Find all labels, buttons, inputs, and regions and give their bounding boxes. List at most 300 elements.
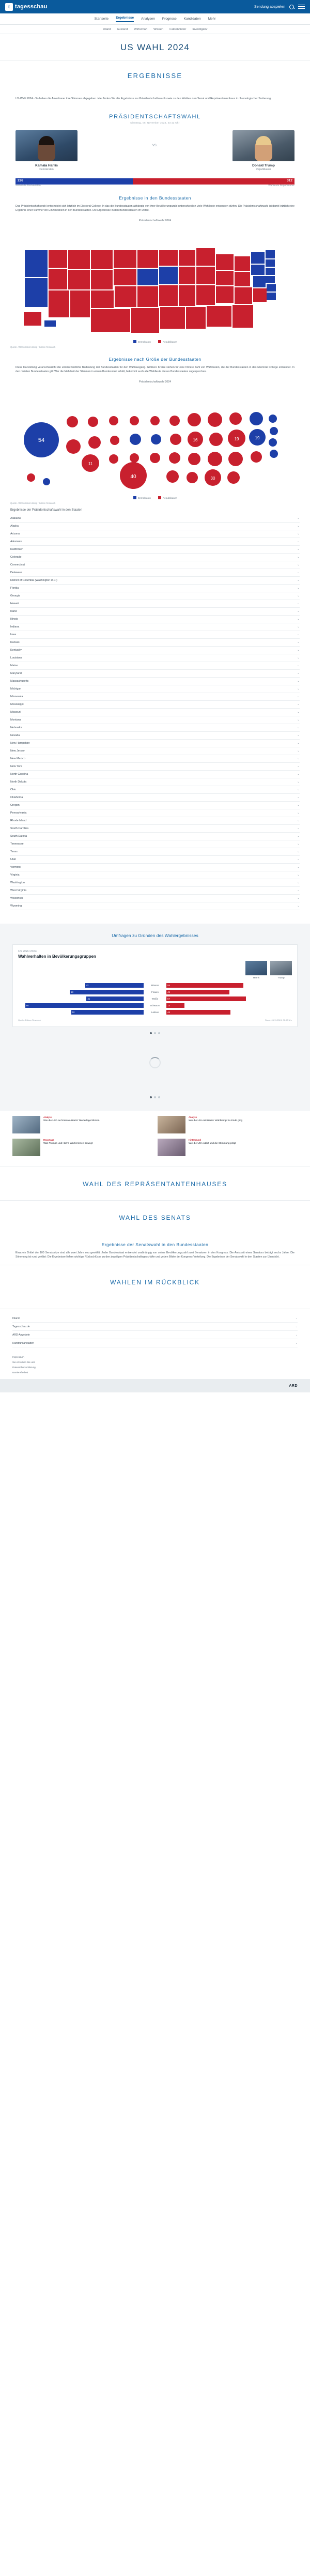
svg-text:30: 30 [210, 476, 215, 481]
subnav-item-ausland[interactable]: Ausland [117, 27, 128, 31]
chevron-down-icon: ⌄ [297, 664, 300, 668]
chevron-down-icon: ⌄ [297, 835, 300, 838]
chevron-down-icon: ⌄ [297, 625, 300, 629]
repraesentantenhaus-title: WAHL DES REPRÄSENTANTENHAUSES [83, 1180, 227, 1188]
state-row[interactable] [10, 902, 300, 910]
state-row-label: Mississippi [10, 702, 24, 706]
bubble-map-svg [10, 391, 300, 494]
chevron-down-icon: ⌄ [297, 804, 300, 807]
state-row[interactable] [10, 538, 300, 546]
carousel-dot-3[interactable] [158, 1032, 160, 1034]
state-row[interactable] [10, 592, 300, 600]
chevron-down-icon: ⌄ [297, 649, 300, 652]
state-row-label: Indiana [10, 625, 20, 628]
state-row-label: North Carolina [10, 772, 28, 776]
state-row-label: Minnesota [10, 695, 23, 698]
chevron-down-icon: ⌄ [297, 850, 300, 854]
state-row-label: Wisconsin [10, 896, 23, 900]
footer-row-tagesschau[interactable]: Tagesschau.de ⌄ [12, 1323, 298, 1331]
chevron-down-icon: ⌄ [297, 742, 300, 745]
state-row[interactable] [10, 879, 300, 887]
chevron-down-icon: ⌄ [297, 873, 300, 877]
bubble-legend-republican: Republikaner [158, 496, 177, 499]
state-row[interactable] [10, 716, 300, 724]
state-row[interactable] [10, 623, 300, 631]
state-row-label: Nebraska [10, 726, 22, 729]
legend-democrat: Demokraten [133, 340, 151, 343]
teaser-card[interactable] [158, 1139, 298, 1156]
state-row[interactable] [10, 554, 300, 561]
candidate-trump[interactable] [233, 130, 295, 171]
state-row-label: Oregon [10, 803, 20, 807]
us-bubble-map[interactable] [0, 389, 310, 504]
poll-bar-trump [166, 996, 246, 1001]
poll-bar-harris [85, 983, 144, 988]
state-row[interactable] [10, 887, 300, 895]
state-row[interactable] [10, 600, 300, 608]
umfragen-section [0, 924, 310, 1111]
poll-row [18, 982, 292, 989]
state-row[interactable] [10, 864, 300, 871]
praesidentschaftswahl-date: Dienstag, 05. November 2024, 23:12 Uhr [130, 121, 180, 124]
poll-row-label: Schwarze [150, 1004, 160, 1007]
state-row-label: Illinois [10, 617, 18, 621]
map-source: Quelle: ARD/Infratest dimap / Edison Research [10, 345, 56, 348]
poll-rows [18, 982, 292, 1016]
groesse-map-caption: Präsidentschaftswahl 2024 [139, 380, 171, 384]
state-row-label: South Dakota [10, 834, 27, 838]
footer-row-inland[interactable]: Inland ⌄ [12, 1314, 298, 1323]
umfragen-title: Umfragen zu Gründen des Wahlergebnisses [112, 932, 198, 938]
poll-trump-name: Trump [277, 976, 285, 979]
state-row-label: New Jersey [10, 749, 25, 753]
state-row[interactable] [10, 569, 300, 577]
poll-candidate-harris [245, 961, 267, 979]
chevron-down-icon: ⌄ [297, 525, 300, 528]
chevron-down-icon: ⌄ [297, 563, 300, 567]
teaser-title: Wie die USA mit Harris' Wahlkampf zu Ende ging [189, 1119, 243, 1122]
footer-accordion [0, 1309, 310, 1351]
candidate-harris-photo [16, 130, 78, 161]
state-row[interactable] [10, 561, 300, 569]
state-row-label: Nevada [10, 733, 20, 737]
poll-row-label: Frauen [151, 990, 159, 993]
teaser-image [158, 1139, 185, 1156]
footer-row-ard-angebote[interactable]: ARD-Angebote ⌄ [12, 1331, 298, 1339]
chevron-down-icon: ⌄ [297, 556, 300, 559]
state-row[interactable] [10, 840, 300, 848]
state-row-label: Arkansas [10, 540, 22, 543]
svg-text:11: 11 [88, 461, 93, 466]
main-nav [0, 13, 310, 25]
footer-row-rundfunkanstalten[interactable]: Rundfunkanstalten ⌄ [12, 1339, 298, 1347]
teaser-kicker: Analyse [43, 1115, 52, 1118]
senat-title: WAHL DES SENATS [119, 1214, 191, 1221]
state-row-label: Michigan [10, 687, 22, 691]
bundesstaaten-map-caption: Präsidentschaftswahl 2024 [139, 219, 171, 222]
poll-value-harris: 85 [26, 1004, 29, 1007]
praesidentschaftswahl-title: PRÄSIDENTSCHAFTSWAHL [109, 113, 201, 120]
state-row-label: South Carolina [10, 826, 29, 830]
footer-brand-bar [0, 1379, 310, 1392]
chevron-down-icon: ⌄ [297, 897, 300, 900]
svg-text:19: 19 [234, 436, 239, 441]
candidate-trump-party: Republikaner [256, 167, 271, 171]
rueckblick-section [0, 1265, 310, 1298]
carousel2-dot-2[interactable] [154, 1096, 156, 1098]
state-row-label: Kalifornien [10, 547, 24, 551]
subnav-item-investigativ[interactable]: Investigativ [192, 27, 208, 31]
candidate-trump-photo [233, 130, 295, 161]
state-row[interactable] [10, 546, 300, 554]
poll-footer [18, 1019, 292, 1021]
state-row-label: Kentucky [10, 648, 22, 652]
bundesstaaten-title: Ergebnisse in den Bundesstaaten [119, 195, 191, 201]
subnav-item-inland[interactable]: Inland [102, 27, 111, 31]
state-row[interactable] [10, 763, 300, 771]
us-map-svg [10, 229, 300, 338]
teaser-grid [0, 1111, 310, 1167]
state-row[interactable] [10, 523, 300, 530]
state-row[interactable] [10, 639, 300, 647]
chevron-down-icon: ⌄ [295, 1316, 298, 1320]
state-row-label: District of Columbia (Washington D.C.) [10, 578, 57, 582]
senatswahl-title: Ergebnisse der Senatswahl in den Bundesstaaten [101, 1241, 209, 1247]
state-row-label: Massachusetts [10, 679, 29, 683]
state-row-label: Alabama [10, 516, 21, 520]
nav-item-ergebnisse[interactable]: Ergebnisse [116, 16, 134, 22]
state-row-label: Florida [10, 586, 19, 590]
state-row[interactable] [10, 693, 300, 701]
candidate-harris[interactable] [16, 130, 78, 171]
state-row[interactable] [10, 670, 300, 678]
state-row[interactable] [10, 871, 300, 879]
state-row[interactable] [10, 740, 300, 747]
top-header-bar [0, 0, 310, 13]
state-row[interactable] [10, 577, 300, 585]
state-row[interactable] [10, 755, 300, 763]
chevron-down-icon: ⌄ [297, 695, 300, 699]
teaser-kicker: Reportage [43, 1138, 54, 1141]
state-row-label: Oklahoma [10, 795, 23, 799]
poll-bar-harris [70, 990, 144, 994]
state-row-label: Louisiana [10, 656, 22, 660]
state-row-label: Arizona [10, 532, 20, 535]
nav-item-kandidaten[interactable]: Kandidaten [183, 17, 201, 21]
poll-value-trump: 55 [167, 984, 170, 987]
carousel2-dot-3[interactable] [158, 1096, 160, 1098]
poll-harris-photo [245, 961, 267, 975]
state-row-label: Texas [10, 850, 18, 853]
groesse-title: Ergebnisse nach Größe der Bundesstaaten [109, 356, 202, 362]
chevron-down-icon: ⌄ [297, 579, 300, 582]
state-row-label: Hawaii [10, 602, 19, 605]
poll-bar-harris [71, 1010, 144, 1015]
state-list-heading: Ergebnisse der Präsidentschaftswahl in den Staaten [10, 508, 83, 512]
poll-value-trump: 57 [167, 997, 170, 1000]
poll-value-trump: 13 [167, 1004, 170, 1007]
chevron-down-icon: ⌄ [297, 687, 300, 691]
teaser-kicker: Hintergrund [189, 1138, 201, 1141]
poll-harris-name: Harris [253, 976, 260, 979]
chevron-down-icon: ⌄ [297, 796, 300, 800]
chevron-down-icon: ⌄ [297, 765, 300, 769]
state-row-label: Vermont [10, 865, 21, 869]
poll-value-trump: 46 [167, 1010, 170, 1014]
state-row-label: Washington [10, 881, 25, 884]
chevron-down-icon: ⌄ [295, 1325, 298, 1328]
nav-item-mehr[interactable]: Mehr [208, 17, 216, 21]
chevron-down-icon: ⌄ [297, 672, 300, 676]
state-row[interactable] [10, 608, 300, 616]
poll-row [18, 989, 292, 995]
poll-bar-harris [25, 1003, 144, 1008]
poll-timestamp: Stand: 06.11.2024, 08:00 Uhr [265, 1018, 292, 1021]
chevron-down-icon: ⌄ [297, 641, 300, 645]
teaser-title: Wie die USA auf Kamala Harris' Niederlage blicken [43, 1119, 100, 1122]
state-row[interactable] [10, 771, 300, 778]
state-row-label: Rhode Island [10, 819, 27, 822]
poll-kicker: US Wahl 2024 [18, 949, 37, 953]
loading-spinner-icon [149, 1057, 161, 1068]
chevron-down-icon: ⌄ [297, 773, 300, 776]
footer-link-datenschutz[interactable]: Datenschutzerklärung [12, 1366, 36, 1369]
state-row-label: Iowa [10, 633, 17, 636]
carousel-dots-secondary[interactable] [0, 1096, 310, 1098]
state-row[interactable] [10, 701, 300, 709]
footer-link-barrierefreiheit[interactable]: Barrierefreiheit [12, 1371, 28, 1374]
nav-item-analysen[interactable]: Analysen [141, 17, 155, 21]
carousel-dot-2[interactable] [154, 1032, 156, 1034]
state-row[interactable] [10, 778, 300, 786]
subnav-item-faktenfinder[interactable]: Faktenfinder [169, 27, 187, 31]
sub-nav [0, 25, 310, 34]
state-row[interactable] [10, 732, 300, 740]
teaser-title: Wie die USA wählt und die Stimmung prägt [189, 1142, 236, 1145]
chevron-down-icon: ⌄ [297, 749, 300, 753]
poll-candidate-headers [18, 961, 292, 979]
bubble-map-source: Quelle: ARD/Infratest dimap / Edison Research [10, 501, 56, 504]
bubble-map-legend [10, 496, 300, 499]
chevron-down-icon: ⌄ [297, 811, 300, 815]
state-row[interactable] [10, 794, 300, 802]
candidate-harris-name: Kamala Harris [35, 163, 58, 167]
poll-value-trump: 45 [167, 990, 170, 993]
state-row[interactable] [10, 895, 300, 902]
chevron-down-icon: ⌄ [297, 532, 300, 536]
state-row-label: Colorado [10, 555, 22, 559]
teaser-card[interactable] [12, 1116, 152, 1133]
state-row-label: Connecticut [10, 563, 25, 566]
svg-text:40: 40 [130, 473, 136, 480]
state-row[interactable] [10, 833, 300, 840]
chevron-down-icon: ⌄ [297, 517, 300, 520]
state-row[interactable] [10, 530, 300, 538]
state-row-label: Tennessee [10, 842, 24, 846]
state-row[interactable] [10, 802, 300, 809]
chevron-down-icon: ⌄ [297, 819, 300, 823]
chevron-down-icon: ⌄ [297, 711, 300, 714]
poll-bar-trump [166, 1003, 184, 1008]
state-row[interactable] [10, 685, 300, 693]
state-row[interactable] [10, 724, 300, 732]
repraesentantenhaus-section [0, 1167, 310, 1200]
praesidentschaftswahl-header [0, 106, 310, 126]
state-row[interactable] [10, 631, 300, 639]
subnav-item-wirtschaft[interactable]: Wirtschaft [134, 27, 148, 31]
state-row[interactable] [10, 709, 300, 716]
chevron-down-icon: ⌄ [297, 726, 300, 730]
state-row[interactable] [10, 809, 300, 817]
candidates-row [0, 126, 310, 173]
versus-label: vs. [152, 142, 158, 147]
chevron-down-icon: ⌄ [295, 1341, 298, 1345]
state-row[interactable] [10, 662, 300, 670]
page-title-block [0, 34, 310, 60]
state-row-label: West Virginia [10, 888, 27, 892]
electoral-caption-right: Wahlleute Republikaner [268, 184, 295, 187]
state-row[interactable] [10, 647, 300, 654]
state-row[interactable] [10, 856, 300, 864]
state-row-label: Montana [10, 718, 21, 722]
chevron-down-icon: ⌄ [297, 858, 300, 862]
poll-row [18, 1002, 292, 1009]
state-row-label: Virginia [10, 873, 20, 877]
tagesschau-logo[interactable] [5, 3, 48, 11]
map-legend [10, 340, 300, 343]
state-row-label: Maine [10, 664, 18, 667]
state-row-label: Missouri [10, 710, 21, 714]
rueckblick-title: WAHLEN IM RÜCKBLICK [110, 1279, 200, 1286]
state-row-label: New Hampshire [10, 741, 30, 745]
poll-trump-photo [270, 961, 292, 975]
poll-title: Wahlverhalten in Bevölkerungsgruppen [18, 954, 96, 959]
poll-candidate-trump [270, 961, 292, 979]
chevron-down-icon: ⌄ [297, 889, 300, 893]
poll-source: Quelle: Edison Research [18, 1018, 41, 1021]
svg-text:19: 19 [255, 435, 260, 440]
carousel2-dot-1[interactable] [150, 1096, 152, 1098]
chevron-down-icon: ⌄ [297, 842, 300, 846]
chevron-down-icon: ⌄ [297, 718, 300, 722]
chevron-down-icon: ⌄ [297, 680, 300, 683]
chevron-down-icon: ⌄ [297, 757, 300, 761]
senatswahl-text: Etwa ein Drittel der 100 Senatssitze sind alle zwei Jahre neu gewählt. Jeder Bundesstaat entsendet unabhängig von seiner Bevölkerungszahl zwei Senatoren in den Kongress. Die Amtszeit eines Senators beträgt sechs Jahre. Die Stimmung ist rund geklärt: Die Ergebnisse liefern wichtige Rückschlüsse zu den jeweiligen Präsidentschaftsgeschäfte und geben Bilder der Kongress-Verteilung. Die Ergebnisse der Senatswahl in den Staaten zur Übersicht. [16, 1251, 295, 1259]
poll-value-harris: 52 [72, 1010, 75, 1014]
logo-text: tagesschau [15, 4, 48, 10]
state-row[interactable] [10, 786, 300, 794]
candidate-trump-name: Donald Trump [252, 163, 275, 167]
state-row[interactable] [10, 616, 300, 623]
state-row-label: North Dakota [10, 780, 27, 784]
chevron-down-icon: ⌄ [297, 633, 300, 637]
menu-icon[interactable] [298, 5, 305, 9]
ergebnisse-intro-text: US-Wahl 2024 - So haben die Amerikaner ihre Stimmen abgegeben. Hier finden Sie alle Ergebnisse zur Präsidentschaftswahl sowie zu den Wahlen zum Senat und Repräsentantenhaus in chronologischer Sortierung. [16, 97, 272, 100]
page-title: US WAHL 2024 [120, 42, 190, 52]
chevron-down-icon: ⌄ [297, 618, 300, 621]
chevron-down-icon: ⌄ [297, 881, 300, 885]
chevron-down-icon: ⌄ [297, 548, 300, 551]
state-row-label: Delaware [10, 571, 22, 574]
nav-item-startseite[interactable]: Startseite [94, 17, 109, 21]
state-row[interactable] [10, 747, 300, 755]
poll-row [18, 1009, 292, 1016]
state-row[interactable] [10, 817, 300, 825]
senatswahl-block [0, 1234, 310, 1265]
poll-bar-trump [166, 983, 243, 988]
poll-bar-harris [86, 996, 144, 1001]
groesse-text: Diese Darstellung veranschaulicht die unterschiedliche Bedeutung der Bundesstaaten für den Wahlausgang. Größere Kreise stehen für eine höhere Zahl von Wahlleuten, die der Bundesstaaten in das Electoral College entsendet. In den meisten Bundesstaaten gilt: Wer die Mehrheit der Stimmen in einem Bundesstaat erhält, bekommt auch alle Wahlleute dieses Bundesstaates zugesprochen. [16, 365, 295, 374]
svg-text:16: 16 [193, 437, 198, 442]
poll-value-harris: 41 [87, 997, 90, 1000]
chevron-down-icon: ⌄ [295, 1333, 298, 1337]
carousel-dot-1[interactable] [150, 1032, 152, 1034]
us-choropleth-map[interactable] [0, 227, 310, 348]
state-row-label: Idaho [10, 609, 18, 613]
state-row[interactable] [10, 585, 300, 592]
poll-card[interactable] [12, 944, 298, 1027]
teaser-card[interactable] [158, 1116, 298, 1133]
teaser-image [12, 1139, 40, 1156]
state-row[interactable] [10, 678, 300, 685]
state-row[interactable] [10, 825, 300, 833]
search-icon[interactable] [289, 5, 294, 9]
loading-area [0, 1034, 310, 1091]
electoral-bar-numbers [0, 179, 310, 182]
state-row-label: Pennsylvania [10, 811, 27, 815]
bundesstaaten-text: Das Präsidentschaftswahl entscheidet sich letztlich im Electoral College. In das die Bundesstaaten abhängig von ihrer Bevölkerungszahl unterschiedlich viele Wahlleute entsenden dürfen. Die Präsidentschaftswahl ist damit letztlich eine Ergebnis einer Summe von Einzelwahlen in den Bundesstaaten. Die Ergebnisse in den Bundesstaaten im Detail. [16, 204, 295, 212]
chevron-down-icon: ⌄ [297, 827, 300, 831]
footer-links [0, 1351, 310, 1379]
svg-text:54: 54 [38, 437, 45, 443]
nav-item-prognose[interactable]: Prognose [162, 17, 177, 21]
senat-section [0, 1200, 310, 1234]
chevron-down-icon: ⌄ [297, 571, 300, 575]
subnav-item-wissen[interactable]: Wissen [153, 27, 164, 31]
chevron-down-icon: ⌄ [297, 904, 300, 908]
electoral-caption-left: Wahlleute Demokraten [16, 184, 41, 187]
footer-link-kontakt[interactable]: Sie erreichen Sie uns [12, 1361, 35, 1364]
chevron-down-icon: ⌄ [297, 780, 300, 784]
state-row-label: Ohio [10, 788, 17, 791]
teaser-card[interactable] [12, 1139, 152, 1156]
state-row[interactable] [10, 848, 300, 856]
logo-mark-icon: t [5, 3, 13, 11]
chevron-down-icon: ⌄ [297, 587, 300, 590]
teaser-image [158, 1116, 185, 1133]
poll-row-label: Männer [151, 984, 159, 987]
poll-row-label: Latinos [151, 1010, 159, 1014]
state-row-label: New Mexico [10, 757, 25, 760]
poll-bar-trump [166, 990, 229, 994]
footer-link-impressum[interactable]: Impressum [12, 1356, 24, 1359]
play-broadcast-label[interactable]: Sendung abspielen [254, 5, 285, 9]
ergebnisse-intro-block [0, 85, 310, 106]
candidate-harris-party: Demokraten [39, 167, 54, 171]
electoral-count-republican: 312 [287, 178, 292, 182]
chevron-down-icon: ⌄ [297, 540, 300, 544]
state-row-label: Maryland [10, 671, 22, 675]
state-row[interactable] [10, 515, 300, 523]
state-row[interactable] [10, 654, 300, 662]
teaser-image [12, 1116, 40, 1133]
teaser-kicker: Analyse [189, 1115, 197, 1118]
chevron-down-icon: ⌄ [297, 656, 300, 660]
teaser-title: Was Trumps und Harris Wählerinnen bewegt [43, 1142, 93, 1145]
electoral-count-democrat: 226 [18, 178, 23, 182]
state-row-label: Alaska [10, 524, 19, 528]
ergebnisse-title: ERGEBNISSE [127, 72, 183, 80]
